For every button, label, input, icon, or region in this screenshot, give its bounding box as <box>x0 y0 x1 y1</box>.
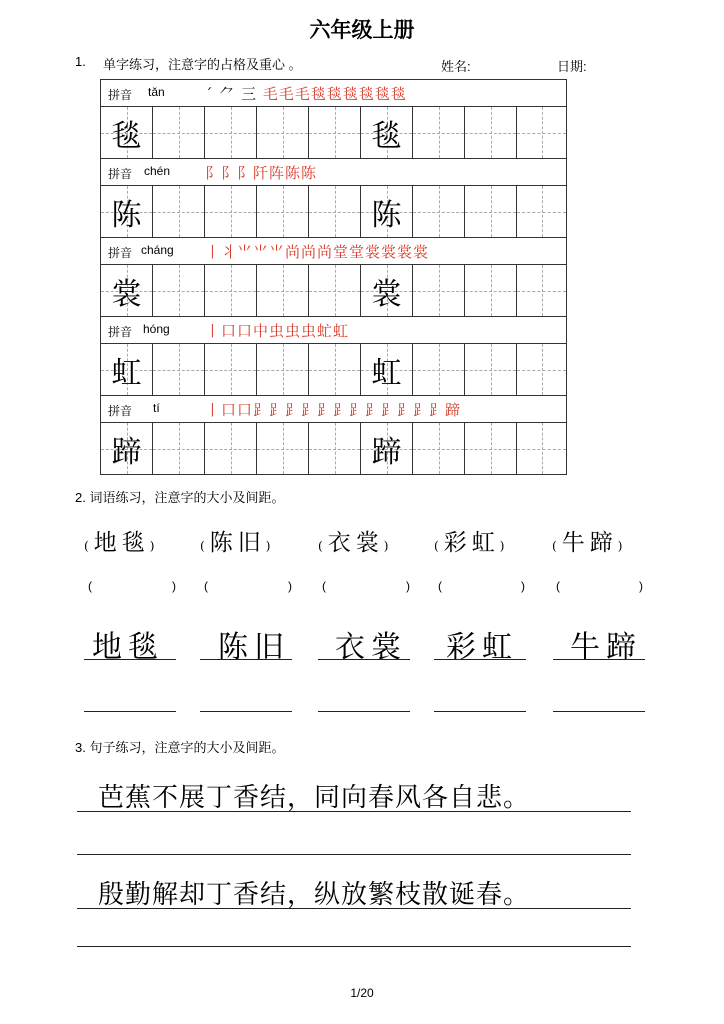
sentence-underline <box>77 811 631 812</box>
practice-cell[interactable] <box>309 107 361 158</box>
stroke-order <box>205 399 461 420</box>
stroke-order-red: 丨口口中虫虫虫虻虹 <box>205 322 350 340</box>
big-word: 衣裳 <box>335 630 407 665</box>
pinyin-text: chén <box>144 164 171 178</box>
stroke-order <box>205 83 407 104</box>
big-word: 彩虹 <box>446 630 518 665</box>
date-label: 日期: <box>557 59 587 74</box>
stroke-order <box>205 241 429 262</box>
word-underline <box>318 659 410 660</box>
model-char: 蹄 <box>111 434 142 470</box>
paren-open: ( <box>438 579 442 593</box>
model-char: 裳 <box>111 276 142 312</box>
stroke-order <box>205 320 349 341</box>
practice-cell[interactable] <box>309 344 361 395</box>
stroke-order-red: 丨口口⻊⻊⻊⻊⻊⻊⻊⻊⻊⻊⻊⻊蹄 <box>205 401 462 419</box>
practice-cell[interactable] <box>517 423 566 474</box>
paren-open: ( <box>204 579 208 593</box>
char-row <box>101 344 566 396</box>
model-char: 毯 <box>111 118 142 154</box>
model-char: 蹄 <box>371 434 402 470</box>
model-char-cell <box>361 186 413 237</box>
big-word: 地毯 <box>92 630 164 665</box>
pinyin-label: 拼音 <box>108 246 133 260</box>
char-row <box>101 107 566 159</box>
writing-line[interactable] <box>553 711 645 712</box>
practice-cell[interactable] <box>205 423 257 474</box>
practice-cell[interactable] <box>517 344 566 395</box>
pinyin-label: 拼音 <box>108 325 133 339</box>
writing-line[interactable] <box>318 711 410 712</box>
model-char-cell <box>101 186 153 237</box>
word-underline <box>434 659 526 660</box>
practice-cell[interactable] <box>465 423 517 474</box>
model-char: 虹 <box>371 355 402 391</box>
model-char: 陈 <box>111 197 142 233</box>
practice-cell[interactable] <box>413 107 465 158</box>
stroke-order-red: 丨丬⺌⺌⺌尚尚尚堂堂裳裳裳裳 <box>205 243 430 261</box>
practice-cell[interactable] <box>465 344 517 395</box>
practice-grid <box>100 79 567 475</box>
section1-number: 1. <box>75 54 86 69</box>
section3-instruction: 3. 句子练习，注意字的大小及间距。 <box>75 740 285 755</box>
model-char-cell <box>101 423 153 474</box>
pinyin-row <box>101 238 566 265</box>
pinyin-row <box>101 80 566 107</box>
practice-cell[interactable] <box>257 107 309 158</box>
model-char-cell <box>361 344 413 395</box>
name-label: 姓名: <box>441 59 471 74</box>
model-char: 毯 <box>371 118 402 154</box>
practice-cell[interactable] <box>257 186 309 237</box>
model-char-cell <box>361 423 413 474</box>
word-item: (衣裳) <box>318 530 394 556</box>
section1-instruction: 单字练习，注意字的占格及重心 。 <box>103 57 302 72</box>
sentence-underline <box>77 908 631 909</box>
writing-line[interactable] <box>84 711 176 712</box>
writing-line[interactable] <box>200 711 292 712</box>
section2-instruction: 2. 词语练习，注意字的大小及间距。 <box>75 490 285 505</box>
paren-close: ) <box>406 579 410 593</box>
practice-cell[interactable] <box>153 265 205 316</box>
practice-cell[interactable] <box>205 265 257 316</box>
char-row <box>101 186 566 238</box>
page-number: 1/20 <box>350 986 374 1000</box>
word-underline <box>84 659 176 660</box>
word-item: (地毯) <box>84 530 160 556</box>
practice-cell[interactable] <box>517 186 566 237</box>
model-char: 陈 <box>371 197 402 233</box>
stroke-order-black: ˊ ⺈ 三 <box>205 85 263 103</box>
practice-cell[interactable] <box>309 423 361 474</box>
writing-line[interactable] <box>77 854 631 855</box>
paren-open: ( <box>556 579 560 593</box>
model-char: 裳 <box>371 276 402 312</box>
practice-cell[interactable] <box>153 107 205 158</box>
word-item: (牛蹄) <box>552 530 628 556</box>
paren-close: ) <box>172 579 176 593</box>
pinyin-label: 拼音 <box>108 88 133 102</box>
model-char-cell <box>101 107 153 158</box>
writing-line[interactable] <box>434 711 526 712</box>
practice-cell[interactable] <box>309 186 361 237</box>
practice-cell[interactable] <box>205 344 257 395</box>
practice-cell[interactable] <box>309 265 361 316</box>
char-row <box>101 265 566 317</box>
practice-cell[interactable] <box>257 423 309 474</box>
paren-close: ) <box>521 579 525 593</box>
paren-close: ) <box>639 579 643 593</box>
writing-line[interactable] <box>77 946 631 947</box>
model-char-cell <box>101 265 153 316</box>
char-row <box>101 423 566 475</box>
pinyin-row <box>101 396 566 423</box>
pinyin-row <box>101 317 566 344</box>
page-title: 六年级上册 <box>309 19 415 42</box>
pinyin-text: hóng <box>143 322 170 336</box>
word-underline <box>553 659 645 660</box>
paren-open: ( <box>88 579 92 593</box>
practice-cell[interactable] <box>465 107 517 158</box>
sentence-2: 殷勤解却丁香结，纵放繁枝散诞春。 <box>98 880 531 910</box>
pinyin-text: cháng <box>141 243 174 257</box>
practice-cell[interactable] <box>413 186 465 237</box>
practice-cell[interactable] <box>413 265 465 316</box>
pinyin-text: tí <box>153 401 160 415</box>
pinyin-label: 拼音 <box>108 404 133 418</box>
model-char-cell <box>361 107 413 158</box>
practice-cell[interactable] <box>205 107 257 158</box>
practice-cell[interactable] <box>465 265 517 316</box>
model-char: 虹 <box>111 355 142 391</box>
practice-cell[interactable] <box>153 186 205 237</box>
practice-cell[interactable] <box>517 107 566 158</box>
practice-cell[interactable] <box>413 344 465 395</box>
practice-cell[interactable] <box>257 344 309 395</box>
practice-cell[interactable] <box>153 344 205 395</box>
word-item: (彩虹) <box>434 530 510 556</box>
big-word: 陈旧 <box>218 630 290 665</box>
pinyin-row <box>101 159 566 186</box>
paren-close: ) <box>288 579 292 593</box>
word-underline <box>200 659 292 660</box>
paren-open: ( <box>322 579 326 593</box>
pinyin-label: 拼音 <box>108 167 133 181</box>
big-word: 牛蹄 <box>570 630 642 665</box>
model-char-cell <box>101 344 153 395</box>
sentence-1: 芭蕉不展丁香结，同向春风各自悲。 <box>98 783 531 813</box>
word-item: (陈旧) <box>200 530 276 556</box>
practice-cell[interactable] <box>153 423 205 474</box>
practice-cell[interactable] <box>517 265 566 316</box>
stroke-order <box>205 162 317 183</box>
pinyin-text: tǎn <box>148 85 165 99</box>
model-char-cell <box>361 265 413 316</box>
practice-cell[interactable] <box>413 423 465 474</box>
practice-cell[interactable] <box>465 186 517 237</box>
stroke-order-red: 毛毛毛毯毯毯毯毯毯 <box>262 85 407 103</box>
stroke-order-red: 阝阝阝阡阵陈陈 <box>205 164 318 182</box>
practice-cell[interactable] <box>257 265 309 316</box>
practice-cell[interactable] <box>205 186 257 237</box>
